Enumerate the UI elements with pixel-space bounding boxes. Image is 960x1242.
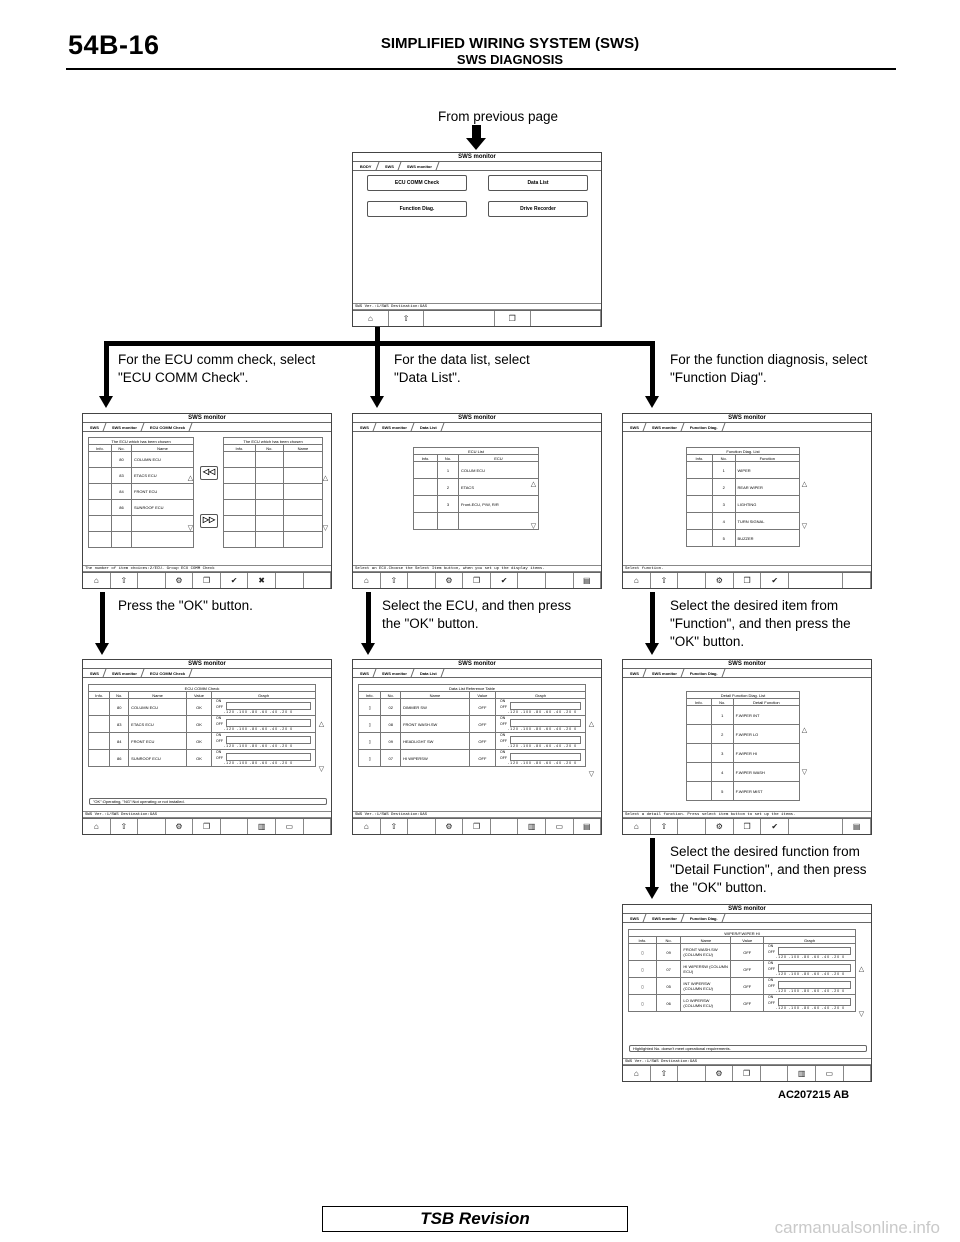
screen-title: SWS monitor bbox=[83, 414, 331, 423]
detail-function-table bbox=[686, 691, 800, 801]
column-header: Value bbox=[469, 692, 495, 699]
column-header: Detail Function bbox=[733, 699, 799, 706]
breadcrumb bbox=[83, 669, 331, 678]
screen-wiper-detail bbox=[622, 904, 872, 1082]
tab-sws[interactable]: SWS bbox=[354, 423, 377, 431]
status-bar: SWS Ver.:1/SWS Destination:GAS bbox=[353, 811, 601, 818]
tab-sws[interactable]: SWS bbox=[624, 423, 647, 431]
table-row[interactable]: 84 FRONT ECU bbox=[89, 484, 194, 500]
toolbar bbox=[353, 310, 601, 326]
arrowhead-icon bbox=[466, 138, 486, 150]
column-header: Info. bbox=[89, 445, 112, 452]
table-head: Detail Function Diag. List bbox=[687, 692, 800, 699]
toolbar-blank bbox=[408, 573, 436, 588]
column-header: Graph bbox=[212, 692, 316, 699]
wiper-data-table bbox=[628, 929, 856, 1012]
scroll-down-icon[interactable]: ▽ bbox=[530, 523, 537, 530]
column-header: Value bbox=[186, 692, 211, 699]
toolbar-blank bbox=[221, 819, 249, 834]
table-row[interactable]: 2 ETACS bbox=[414, 479, 539, 496]
toolbar bbox=[623, 818, 871, 834]
table-row[interactable]: 80 COLUMN ECU OK ON OFF -120 -100 -80 -60 -40 -20 0 bbox=[89, 699, 316, 716]
arrowhead-icon bbox=[95, 643, 109, 655]
table-row[interactable]: 4 F.WIPER WASH bbox=[687, 763, 800, 782]
graph-bar: ON OFF -120 -100 -80 -60 -40 -20 0 bbox=[766, 944, 853, 960]
toolbar bbox=[353, 572, 601, 588]
tsb-revision-box: TSB Revision bbox=[322, 1206, 628, 1232]
toolbar-blank bbox=[789, 573, 843, 588]
scroll-up-icon[interactable]: △ bbox=[858, 966, 865, 973]
column-header: No. bbox=[255, 445, 283, 452]
table-head: ECU COMM Check bbox=[89, 685, 316, 692]
screen-title: SWS monitor bbox=[353, 660, 601, 669]
toolbar-blank bbox=[843, 573, 871, 588]
print-icon[interactable]: ▭ bbox=[816, 1066, 844, 1081]
back-icon[interactable]: ⇧ bbox=[381, 819, 409, 834]
table-row[interactable] bbox=[414, 513, 539, 530]
home-icon[interactable]: ⌂ bbox=[623, 819, 651, 834]
toolbar-blank bbox=[276, 573, 304, 588]
column-header: Function bbox=[735, 455, 799, 462]
scroll-down-icon[interactable]: ▽ bbox=[858, 1011, 865, 1018]
select-item-icon[interactable]: ▤ bbox=[574, 573, 602, 588]
table-row[interactable]: ▯ 05 INT WIPERSW (COLUMN ECU) OFF ON OFF -120 -100 -80 -60 -40 -20 0 bbox=[629, 978, 856, 995]
info-icon[interactable]: ▯ bbox=[629, 944, 657, 961]
status-bar: Select an ECU.Choose the Select Item button, when you set up the display items. bbox=[353, 565, 601, 572]
tab-sws-monitor[interactable]: SWS monitor bbox=[376, 669, 415, 677]
table-row[interactable]: 4 TURN SIGNAL bbox=[687, 513, 800, 530]
caption-ecu-comm: For the ECU comm check, select "ECU COMM Check". bbox=[118, 352, 316, 385]
table-row[interactable]: 3 Front-ECU, P/W, R/R bbox=[414, 496, 539, 513]
toolbar-blank bbox=[678, 1066, 706, 1081]
caption-select-ecu: Select the ECU, and then press the "OK" button. bbox=[382, 598, 572, 631]
screen-title: SWS monitor bbox=[623, 414, 871, 423]
screen-ecu-list bbox=[352, 413, 602, 589]
column-header: Name bbox=[132, 445, 194, 452]
home-icon[interactable]: ⌂ bbox=[353, 573, 381, 588]
tab-function-diag[interactable]: Function Diag. bbox=[684, 914, 726, 922]
legend-note: "OK":Operating, "NG":Not operating or not installed. bbox=[89, 798, 327, 805]
screen-data-list-reference bbox=[352, 659, 602, 835]
screen-detail-function-list bbox=[622, 659, 872, 835]
toolbar bbox=[623, 1065, 871, 1081]
home-icon[interactable]: ⌂ bbox=[353, 819, 381, 834]
table-row[interactable]: ▯ 09 HEADLIGHT SW OFF ON OFF -120 -100 -80 -60 -40 -20 0 bbox=[359, 733, 586, 750]
toolbar-blank bbox=[491, 819, 519, 834]
toolbar-blank bbox=[761, 1066, 789, 1081]
status-bar: SWS Ver.:1/SWS Destination:GAS bbox=[353, 303, 601, 310]
tab-function-diag[interactable]: Function Diag. bbox=[684, 423, 726, 431]
select-item-icon[interactable]: ▤ bbox=[843, 819, 871, 834]
connector-line bbox=[366, 592, 371, 644]
column-header: No. bbox=[656, 937, 681, 944]
figure-code: AC207215 AB bbox=[778, 1089, 850, 1101]
ok-icon[interactable]: ✔ bbox=[761, 819, 789, 834]
back-icon[interactable]: ⇧ bbox=[111, 819, 139, 834]
back-icon[interactable]: ⇧ bbox=[111, 573, 139, 588]
status-bar: Select function. bbox=[623, 565, 871, 572]
table-row[interactable]: 3 F.WIPER HI bbox=[687, 744, 800, 763]
requirement-note: Highlighted No. doesn't meet operational requirements. bbox=[629, 1045, 867, 1052]
column-header: Value bbox=[731, 937, 764, 944]
connector-line bbox=[650, 838, 655, 888]
drive-recorder-button[interactable]: Drive Recorder bbox=[488, 201, 588, 217]
function-diag-button[interactable]: Function Diag. bbox=[367, 201, 467, 217]
graph-bar: ON OFF -120 -100 -80 -60 -40 -20 0 bbox=[766, 995, 853, 1011]
print-icon[interactable]: ▭ bbox=[546, 819, 574, 834]
column-header: No. bbox=[712, 455, 735, 462]
screen-ecu-comm-select bbox=[82, 413, 332, 589]
section-title: SIMPLIFIED WIRING SYSTEM (SWS) bbox=[380, 35, 640, 52]
column-header: No. bbox=[711, 699, 733, 706]
table-head: WIPER/F.WIPER HI bbox=[629, 930, 856, 937]
status-bar: SWS Ver.:1/SWS Destination:GAS bbox=[83, 811, 331, 818]
arrowhead-icon bbox=[370, 396, 384, 408]
arrowhead-icon bbox=[99, 396, 113, 408]
toolbar-blank bbox=[424, 311, 494, 326]
caption-select-function: Select the desired item from "Function", and then press the "OK" button. bbox=[670, 598, 851, 649]
column-header: Name bbox=[129, 692, 187, 699]
tab-function-diag[interactable]: Function Diag. bbox=[684, 669, 726, 677]
graph-bar: ON OFF -120 -100 -80 -60 -40 -20 0 bbox=[766, 961, 853, 977]
watermark: carmanualsonline.info bbox=[774, 1218, 940, 1237]
copy-icon[interactable]: ❐ bbox=[495, 311, 531, 326]
table-row[interactable]: 5 F.WIPER MIST bbox=[687, 782, 800, 801]
arrowhead-icon bbox=[361, 643, 375, 655]
table-row[interactable]: ▯ 09 FRONT WASH.SW (COLUMN ECU) OFF ON OFF -120 -100 -80 -60 -40 -20 0 bbox=[629, 944, 856, 961]
ecu-list-table bbox=[413, 447, 539, 530]
table-head: ECU List bbox=[414, 448, 539, 455]
graph-bar: ON OFF -120 -100 -80 -60 -40 -20 0 bbox=[214, 716, 313, 732]
tab-sws[interactable]: SWS bbox=[84, 423, 107, 431]
table-row[interactable]: 2 F.WIPER LO bbox=[687, 725, 800, 744]
table-row[interactable]: ▯ 02 DIMMER SW OFF ON OFF -120 -100 -80 -60 -40 -20 0 bbox=[359, 699, 586, 716]
toolbar-blank bbox=[138, 819, 166, 834]
scroll-up-icon[interactable]: △ bbox=[530, 481, 537, 488]
graph-icon[interactable]: ▥ bbox=[248, 819, 276, 834]
connector-line bbox=[650, 592, 655, 644]
table-row[interactable]: 1 WIPER bbox=[687, 462, 800, 479]
column-header: Info. bbox=[629, 937, 657, 944]
chosen-ecu-table bbox=[88, 437, 194, 548]
copy-icon[interactable]: ❐ bbox=[193, 573, 221, 588]
tab-data-list[interactable]: Data List bbox=[414, 423, 445, 431]
column-header: No. bbox=[381, 692, 401, 699]
home-icon[interactable]: ⌂ bbox=[353, 311, 389, 326]
select-item-icon[interactable]: ▤ bbox=[574, 819, 602, 834]
scroll-up-icon[interactable]: △ bbox=[322, 475, 329, 482]
breadcrumb bbox=[353, 669, 601, 678]
tab-data-list[interactable]: Data List bbox=[414, 669, 445, 677]
toolbar-blank bbox=[531, 311, 601, 326]
back-icon[interactable]: ⇧ bbox=[389, 311, 425, 326]
tab-sws[interactable]: SWS bbox=[624, 914, 647, 922]
scroll-up-icon[interactable]: △ bbox=[187, 475, 194, 482]
table-row[interactable]: 83 ETACS ECU bbox=[89, 468, 194, 484]
toolbar-blank bbox=[789, 819, 843, 834]
screen-title: SWS monitor bbox=[623, 660, 871, 669]
table-head: Function Diag. List bbox=[687, 448, 800, 455]
tab-sws-monitor[interactable]: SWS monitor bbox=[376, 423, 415, 431]
column-header: Name bbox=[401, 692, 470, 699]
breadcrumb bbox=[353, 423, 601, 432]
copy-icon[interactable]: ❐ bbox=[734, 819, 762, 834]
tab-sws-monitor[interactable]: SWS monitor bbox=[646, 914, 685, 922]
info-icon[interactable]: ▯ bbox=[359, 699, 381, 716]
chosen-ecu-table-right bbox=[223, 437, 323, 548]
arrow-down-icon bbox=[472, 125, 481, 139]
data-list-button[interactable]: Data List bbox=[488, 175, 588, 191]
page-number: 54B-16 bbox=[68, 30, 160, 60]
info-icon[interactable]: ▯ bbox=[629, 995, 657, 1012]
scroll-up-icon[interactable]: △ bbox=[318, 721, 325, 728]
tab-body[interactable]: BODY bbox=[354, 162, 379, 170]
column-header: Graph bbox=[764, 937, 856, 944]
settings-icon[interactable]: ⚙ bbox=[706, 1066, 734, 1081]
connector-line bbox=[100, 592, 105, 644]
connector-line bbox=[375, 341, 380, 396]
back-icon[interactable]: ⇧ bbox=[651, 573, 679, 588]
table-head: The ECU which has been chosen bbox=[224, 438, 323, 445]
column-header: Info. bbox=[414, 455, 438, 462]
graph-icon[interactable]: ▥ bbox=[518, 819, 546, 834]
back-icon[interactable]: ⇧ bbox=[381, 573, 409, 588]
graph-bar: ON OFF -120 -100 -80 -60 -40 -20 0 bbox=[214, 733, 313, 749]
tab-sws[interactable]: SWS bbox=[624, 669, 647, 677]
settings-icon[interactable]: ⚙ bbox=[166, 573, 194, 588]
toolbar-blank bbox=[678, 819, 706, 834]
column-header: No. bbox=[111, 445, 131, 452]
toolbar-blank bbox=[304, 819, 332, 834]
arrowhead-icon bbox=[645, 396, 659, 408]
breadcrumb bbox=[623, 423, 871, 432]
column-header: Name bbox=[681, 937, 731, 944]
caption-press-ok: Press the "OK" button. bbox=[118, 598, 253, 613]
table-row[interactable]: 86 SUNROOF ECU bbox=[89, 500, 194, 516]
copy-icon[interactable]: ❐ bbox=[463, 819, 491, 834]
info-icon[interactable]: ▯ bbox=[629, 978, 657, 995]
tab-sws-monitor[interactable]: SWS monitor bbox=[106, 423, 145, 431]
table-head: The ECU which has been chosen bbox=[89, 438, 194, 445]
screen-sws-monitor-menu bbox=[352, 152, 602, 327]
toolbar-blank bbox=[408, 819, 436, 834]
status-bar: The number of item choices:2/ECU. Group ECU COMM Check bbox=[83, 565, 331, 572]
table-row[interactable] bbox=[89, 516, 194, 532]
status-bar: Select a detail function. Press select item button to set up the items. bbox=[623, 811, 871, 818]
settings-icon[interactable]: ⚙ bbox=[166, 819, 194, 834]
table-row[interactable]: 1 COLUM ECU bbox=[414, 462, 539, 479]
ok-icon[interactable]: ✔ bbox=[761, 573, 789, 588]
home-icon[interactable]: ⌂ bbox=[83, 573, 111, 588]
table-row[interactable] bbox=[89, 532, 194, 548]
home-icon[interactable]: ⌂ bbox=[623, 573, 651, 588]
header-rule bbox=[66, 68, 896, 70]
graph-bar: ON OFF -120 -100 -80 -60 -40 -20 0 bbox=[214, 699, 313, 715]
column-header: Info. bbox=[687, 699, 712, 706]
back-icon[interactable]: ⇧ bbox=[651, 1066, 679, 1081]
settings-icon[interactable]: ⚙ bbox=[706, 573, 734, 588]
caption-data-list: For the data list, select "Data List". bbox=[394, 352, 530, 385]
toolbar bbox=[623, 572, 871, 588]
info-icon[interactable]: ▯ bbox=[359, 750, 381, 767]
column-header: Graph bbox=[496, 692, 586, 699]
ok-icon[interactable]: ✔ bbox=[221, 573, 249, 588]
copy-icon[interactable]: ❐ bbox=[734, 573, 762, 588]
data-list-table bbox=[358, 684, 586, 767]
copy-icon[interactable]: ❐ bbox=[733, 1066, 761, 1081]
screen-title: SWS monitor bbox=[83, 660, 331, 669]
breadcrumb bbox=[623, 914, 871, 923]
scroll-up-icon[interactable]: △ bbox=[801, 481, 808, 488]
table-row[interactable]: ▯ 07 HI WIPERSW (COLUMN ECU) OFF ON OFF -120 -100 -80 -60 -40 -20 0 bbox=[629, 961, 856, 978]
move-left-button[interactable]: ◁◁ bbox=[200, 466, 218, 480]
table-row[interactable]: 84 FRONT ECU OK ON OFF -120 -100 -80 -60 -40 -20 0 bbox=[89, 733, 316, 750]
table-head: Data List Reference Table bbox=[359, 685, 586, 692]
column-header: No. bbox=[110, 692, 129, 699]
settings-icon[interactable]: ⚙ bbox=[436, 819, 464, 834]
breadcrumb bbox=[83, 423, 331, 432]
column-header: Info. bbox=[687, 455, 713, 462]
screen-title: SWS monitor bbox=[353, 153, 601, 162]
graph-icon[interactable]: ▥ bbox=[788, 1066, 816, 1081]
tab-sws-monitor[interactable]: SWS monitor bbox=[646, 669, 685, 677]
table-row[interactable]: ▯ 06 LO WIPERSW (COLUMN ECU) OFF ON OFF -120 -100 -80 -60 -40 -20 0 bbox=[629, 995, 856, 1012]
table-row[interactable]: 3 LIGHTING bbox=[687, 496, 800, 513]
toolbar-blank bbox=[304, 573, 332, 588]
table-row[interactable]: 86 SUNROOF ECU OK ON OFF -120 -100 -80 -60 -40 -20 0 bbox=[89, 750, 316, 767]
table-row[interactable]: 1 F.WIPER INT bbox=[687, 706, 800, 725]
section-subtitle: SWS DIAGNOSIS bbox=[456, 52, 564, 67]
scroll-down-icon[interactable]: ▽ bbox=[318, 766, 325, 773]
tab-sws[interactable]: SWS bbox=[84, 669, 107, 677]
home-icon[interactable]: ⌂ bbox=[83, 819, 111, 834]
table-row[interactable]: 83 ETACS ECU OK ON OFF -120 -100 -80 -60 -40 -20 0 bbox=[89, 716, 316, 733]
column-header: ECU bbox=[458, 455, 538, 462]
table-row[interactable]: 5 BUZZER bbox=[687, 530, 800, 547]
table-row[interactable]: 80 COLUMN ECU bbox=[89, 452, 194, 468]
copy-icon[interactable]: ❐ bbox=[193, 819, 221, 834]
copy-icon[interactable]: ❐ bbox=[463, 573, 491, 588]
screen-ecu-comm-check bbox=[82, 659, 332, 835]
ok-icon[interactable]: ✔ bbox=[491, 573, 519, 588]
tab-sws[interactable]: SWS bbox=[354, 669, 377, 677]
column-header: Info. bbox=[359, 692, 381, 699]
caption-function-diag: For the function diagnosis, select "Function Diag". bbox=[670, 352, 868, 385]
graph-bar: ON OFF -120 -100 -80 -60 -40 -20 0 bbox=[498, 699, 583, 715]
status-bar: SWS Ver.:1/SWS Destination:GAS bbox=[623, 1058, 871, 1065]
arrowhead-icon bbox=[645, 643, 659, 655]
column-header: Info. bbox=[224, 445, 256, 452]
breadcrumb bbox=[623, 669, 871, 678]
graph-bar: ON OFF -120 -100 -80 -60 -40 -20 0 bbox=[498, 750, 583, 766]
graph-bar: ON OFF -120 -100 -80 -60 -40 -20 0 bbox=[766, 978, 853, 994]
tab-sws-monitor[interactable]: SWS monitor bbox=[646, 423, 685, 431]
caption-from-previous: From previous page bbox=[438, 109, 559, 124]
scroll-down-icon[interactable]: ▽ bbox=[801, 523, 808, 530]
column-header: Name bbox=[283, 445, 322, 452]
tab-sws-monitor[interactable]: SWS monitor bbox=[106, 669, 145, 677]
graph-bar: ON OFF -120 -100 -80 -60 -40 -20 0 bbox=[214, 750, 313, 766]
toolbar bbox=[83, 572, 331, 588]
settings-icon[interactable]: ⚙ bbox=[706, 819, 734, 834]
scroll-down-icon[interactable]: ▽ bbox=[588, 771, 595, 778]
scroll-down-icon[interactable]: ▽ bbox=[801, 769, 808, 776]
print-icon[interactable]: ▭ bbox=[276, 819, 304, 834]
info-icon[interactable]: ▯ bbox=[359, 733, 381, 750]
function-list-table bbox=[686, 447, 800, 547]
column-header: No. bbox=[437, 455, 458, 462]
home-icon[interactable]: ⌂ bbox=[623, 1066, 651, 1081]
scroll-down-icon[interactable]: ▽ bbox=[322, 525, 329, 532]
tab-sws-monitor[interactable]: SWS monitor bbox=[400, 162, 439, 170]
table-row[interactable]: 2 REAR WIPER bbox=[687, 479, 800, 496]
move-right-button[interactable]: ▷▷ bbox=[200, 514, 218, 528]
connector-line bbox=[650, 341, 655, 396]
arrowhead-icon bbox=[645, 887, 659, 899]
ecu-comm-check-button[interactable]: ECU COMM Check bbox=[367, 175, 467, 191]
toolbar bbox=[83, 818, 331, 834]
graph-bar: ON OFF -120 -100 -80 -60 -40 -20 0 bbox=[498, 716, 583, 732]
screen-title: SWS monitor bbox=[353, 414, 601, 423]
scroll-up-icon[interactable]: △ bbox=[588, 721, 595, 728]
info-icon[interactable]: ▯ bbox=[359, 716, 381, 733]
scroll-up-icon[interactable]: △ bbox=[801, 727, 808, 734]
tab-ecu-comm-check[interactable]: ECU COMM Check bbox=[144, 669, 193, 677]
info-icon[interactable]: ▯ bbox=[629, 961, 657, 978]
graph-bar: ON OFF -120 -100 -80 -60 -40 -20 0 bbox=[498, 733, 583, 749]
toolbar-blank bbox=[518, 573, 546, 588]
connector-line bbox=[104, 341, 109, 396]
toolbar bbox=[353, 818, 601, 834]
breadcrumb bbox=[353, 162, 601, 171]
screen-title: SWS monitor bbox=[623, 905, 871, 914]
caption-select-detail: Select the desired function from "Detail Function", and then press the "OK" button. bbox=[670, 844, 867, 895]
tab-sws[interactable]: SWS bbox=[378, 162, 401, 170]
screen-function-diag-list bbox=[622, 413, 872, 589]
scroll-down-icon[interactable]: ▽ bbox=[187, 525, 194, 532]
settings-icon[interactable]: ⚙ bbox=[436, 573, 464, 588]
back-icon[interactable]: ⇧ bbox=[651, 819, 679, 834]
column-header: Info. bbox=[89, 692, 110, 699]
table-row[interactable]: ▯ 07 HI WIPERSW OFF ON OFF -120 -100 -80 -60 -40 -20 0 bbox=[359, 750, 586, 767]
toolbar-blank bbox=[138, 573, 166, 588]
tab-ecu-comm-check[interactable]: ECU COMM Check bbox=[144, 423, 193, 431]
toolbar-blank bbox=[546, 573, 574, 588]
toolbar-blank bbox=[844, 1066, 872, 1081]
cancel-icon[interactable]: ✖ bbox=[248, 573, 276, 588]
toolbar-blank bbox=[678, 573, 706, 588]
table-row[interactable]: ▯ 08 FRONT WASH.SW OFF ON OFF -120 -100 -80 -60 -40 -20 0 bbox=[359, 716, 586, 733]
ecu-comm-check-table bbox=[88, 684, 316, 767]
